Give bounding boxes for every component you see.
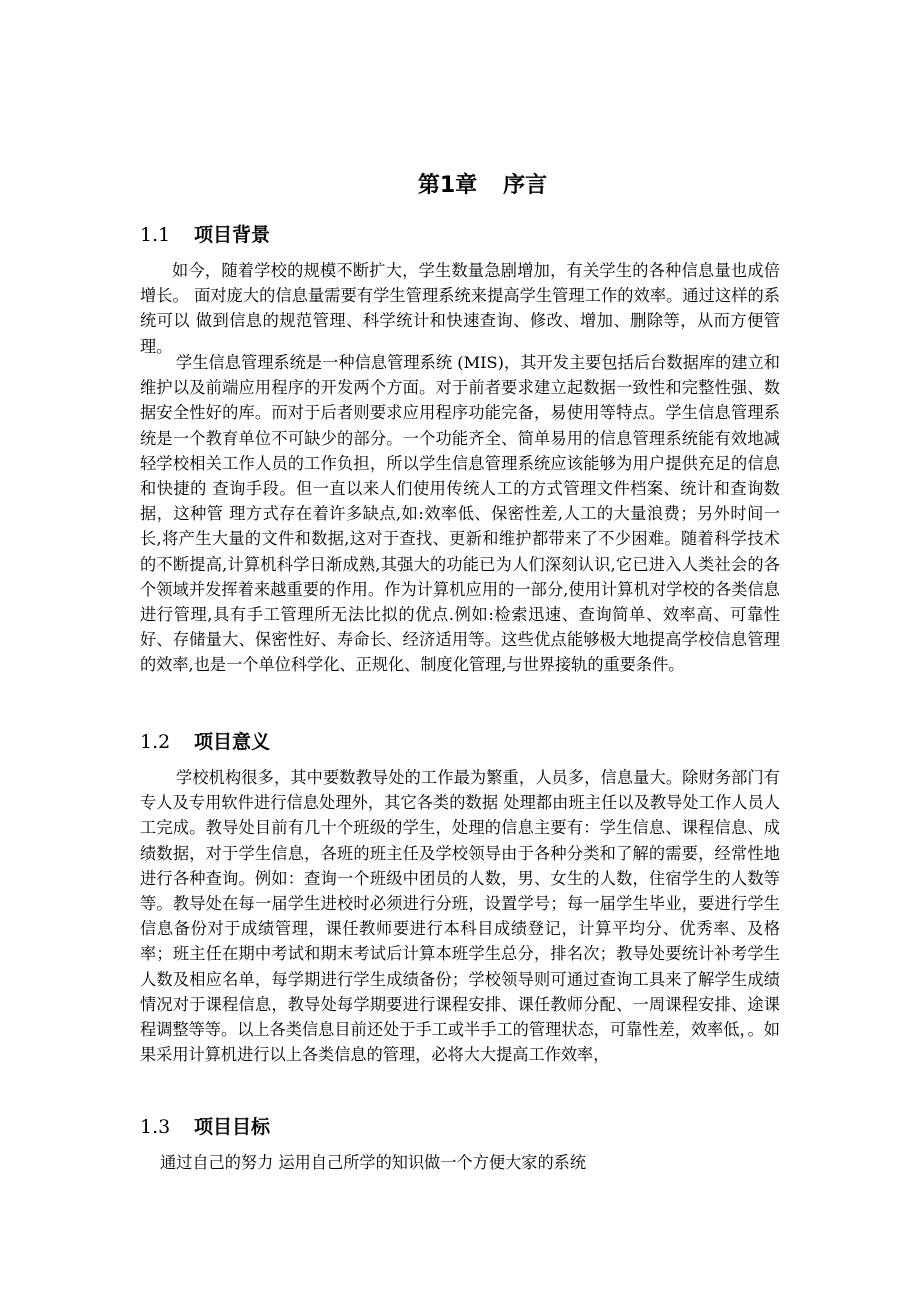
paragraph: 学校机构很多，其中要数教导处的工作最为繁重，人员多，信息量大。除财务部门有专人及专用软件进行信息处理外，其它各类的数据 处理都由班主任以及教导处工作人员人工完成。教导处目前有几十个班级的学生，处理的信息主要有：学生信息、课程信息、成绩数据，对于学生信息，各班的班主任及学校领导由于各种分类和了解的需要，经常性地进行各种查询。例如：查询一个班级中团员的人数，男、女生的人数，住宿学生的人数等等。教导处在每一届学生进校时必须进行分班，设置学号；每一届学生毕业，要进行学生信息备份对于成绩管理，课任教师要进行本科目成绩登记，计算平均分、优秀率、及格率；班主任在期中考试和期末考试后计算本班学生总分，排名次；教导处要统计补考学生人数及相应名单，每学期进行学生成绩备份；学校领导则可通过查询工具来了解学生成绩情况对于课程信息，教导处每学期要进行课程安排、课任教师分配、一周课程安排、途课程调整等等。以上各类信息目前还处于手工或半手工的管理状态，可靠性差，效率低，。如果采用计算机进行以上各类信息的管理，必将大大提高工作效率， (140, 768, 780, 1065)
section-number: 1.2 (140, 731, 171, 753)
section-title: 项目意义 (194, 731, 271, 753)
section-heading-1-3 (140, 1112, 270, 1139)
section-number: 1.3 (140, 1116, 171, 1138)
paragraph: 通过自己的努力 运用自己所学的知识做一个方便大家的系统 (160, 1153, 587, 1172)
chapter-name: 序言 (503, 173, 548, 198)
section-number: 1.1 (140, 224, 171, 246)
section-title: 项目背景 (194, 224, 271, 246)
section-title: 项目目标 (194, 1116, 271, 1138)
section-heading-1-2 (140, 727, 270, 754)
section-heading-1-1 (140, 220, 270, 247)
paragraph: 如今，随着学校的规模不断扩大，学生数量急剧增加，有关学生的各种信息量也成倍增长。 面对庞大的信息量需要有学生管理系统来提高学生管理工作的效率。通过这样的系统可以 做到信息的规范管理、科学统计和快速查询、修改、增加、删除等，从而方便管理。 (140, 261, 780, 356)
chapter-title (0, 168, 920, 199)
chapter-label: 第1章 (417, 173, 478, 198)
paragraph: 学生信息管理系统是一种信息管理系统 (MIS)，其开发主要包括后台数据库的建立和维护以及前端应用程序的开发两个方面。对于前者要求建立起数据一致性和完整性强、数据安全性好的库。而对于后者则要求应用程序功能完备，易使用等特点。学生信息管理系统是一个教育单位不可缺少的部分。一个功能齐全、简单易用的信息管理系统能有效地减轻学校相关工作人员的工作负担，所以学生信息管理系统应该能够为用户提供充足的信息和快捷的 查询手段。但一直以来人们使用传统人工的方式管理文件档案、统计和查询数据，这种管 理方式存在着许多缺点,如:效率低、保密性差,人工的大量浪费；另外时间一长,将产生大量的文件和数据,这对于查找、更新和维护都带来了不少困难。随着科学技术的不断提高,计算机科学日渐成熟,其强大的功能已为人们深刻认识,它已进入人类社会的各个领域并发挥着来越重要的作用。作为计算机应用的一部分,使用计算机对学校的各类信息进行管理,具有手工管理所无法比拟的优点.例如:检索迅速、查询简单、效率高、可靠性好、存储量大、保密性好、寿命长、经济适用等。这些优点能够极大地提高学校信息管理的效率,也是一个单位科学化、正规化、制度化管理,与世界接轨的重要条件。 (140, 353, 780, 675)
